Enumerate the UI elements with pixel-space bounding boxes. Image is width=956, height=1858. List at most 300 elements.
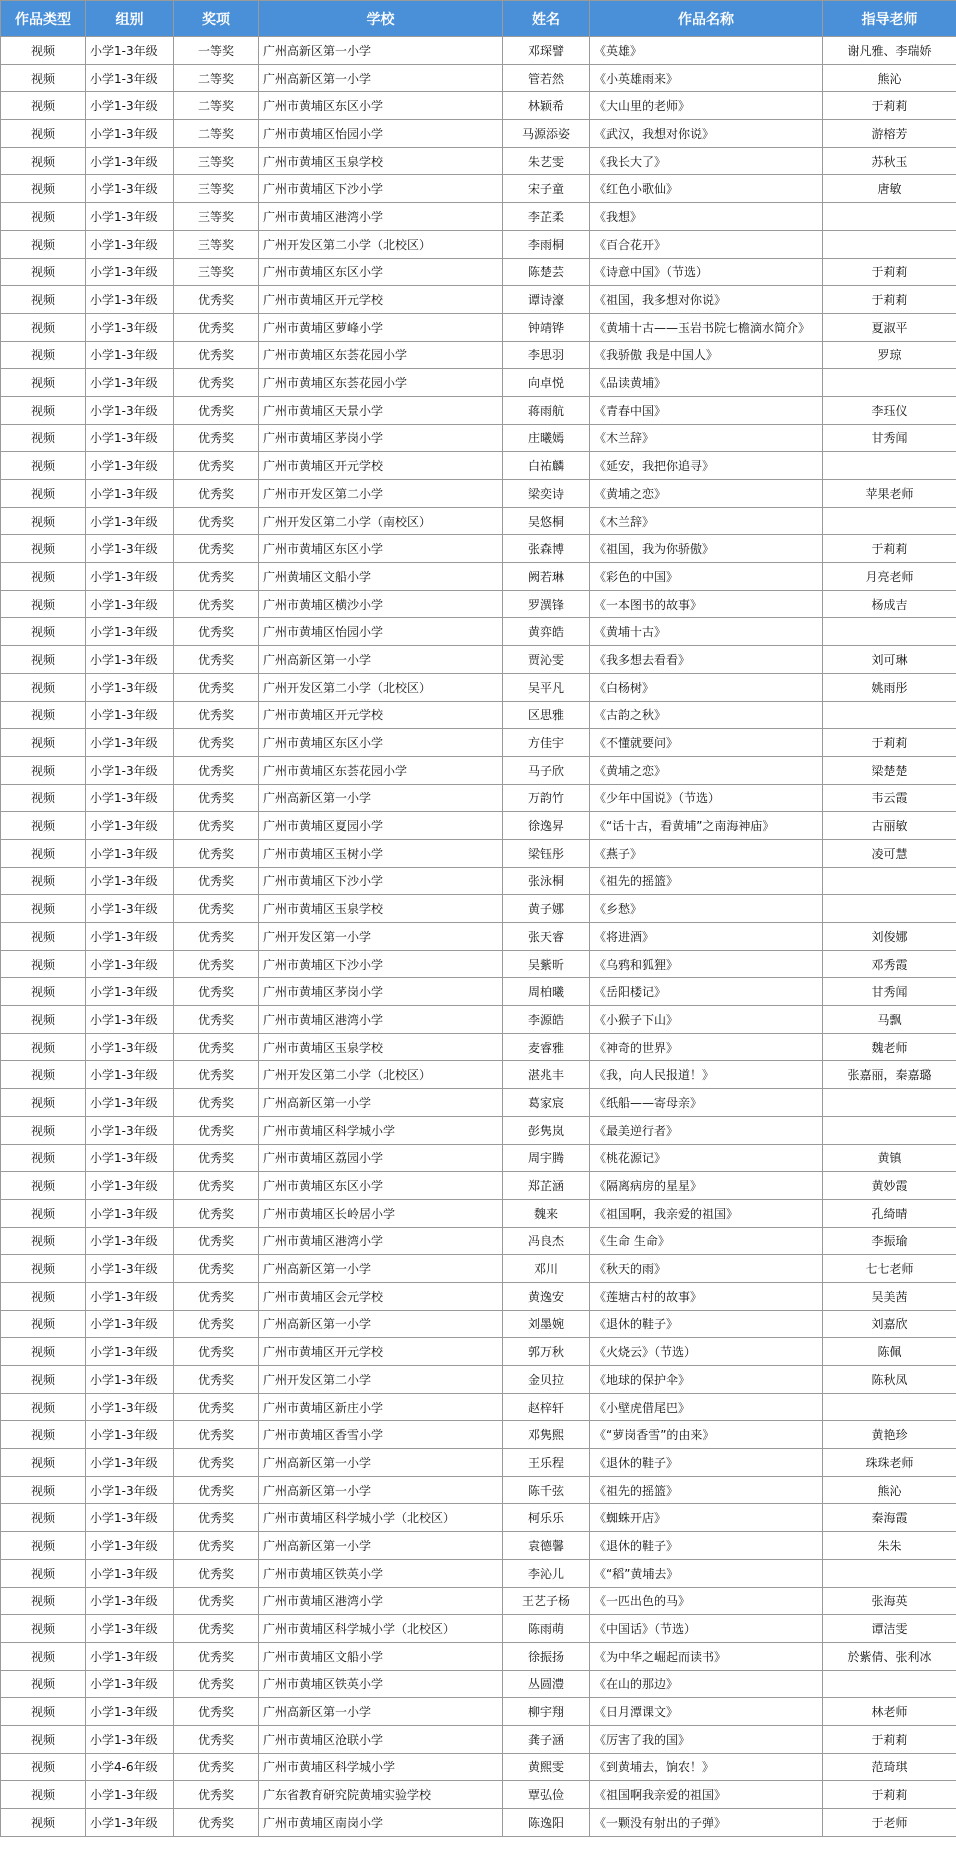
cell-group: 小学1-3年级 [86, 313, 174, 341]
cell-student-name: 冯良杰 [503, 1227, 590, 1255]
cell-award: 优秀奖 [174, 1033, 259, 1061]
cell-school: 广州高新区第一小学 [259, 784, 503, 812]
cell-school: 广州高新区第一小学 [259, 646, 503, 674]
cell-work-type: 视频 [1, 1089, 86, 1117]
cell-group: 小学1-3年级 [86, 258, 174, 286]
cell-school: 广州市黄埔区东区小学 [259, 258, 503, 286]
cell-school: 广州市黄埔区下沙小学 [259, 175, 503, 203]
cell-teacher: 珠珠老师 [823, 1449, 956, 1477]
table-row [1, 895, 956, 923]
cell-award: 优秀奖 [174, 646, 259, 674]
cell-school: 广州高新区第一小学 [259, 1089, 503, 1117]
cell-work-type: 视频 [1, 1421, 86, 1449]
cell-group: 小学1-3年级 [86, 396, 174, 424]
cell-group: 小学1-3年级 [86, 1449, 174, 1477]
cell-work-title: 《小壁虎借尾巴》 [590, 1393, 823, 1421]
cell-group: 小学1-3年级 [86, 895, 174, 923]
cell-work-type: 视频 [1, 535, 86, 563]
table-row [1, 535, 956, 563]
header-work-type: 作品类型 [1, 1, 86, 37]
cell-work-type: 视频 [1, 452, 86, 480]
cell-work-title: 《神奇的世界》 [590, 1033, 823, 1061]
cell-teacher: 于老师 [823, 1809, 956, 1837]
cell-teacher: 谢凡雅、李瑞娇 [823, 37, 956, 65]
cell-work-title: 《英雄》 [590, 37, 823, 65]
cell-group: 小学1-3年级 [86, 341, 174, 369]
cell-teacher: 七七老师 [823, 1255, 956, 1283]
cell-work-title: 《蜘蛛开店》 [590, 1504, 823, 1532]
cell-award: 优秀奖 [174, 1172, 259, 1200]
cell-work-title: 《乌鸦和狐狸》 [590, 950, 823, 978]
table-row [1, 313, 956, 341]
cell-school: 广州市黄埔区玉泉学校 [259, 1033, 503, 1061]
cell-work-title: 《我，向人民报道！》 [590, 1061, 823, 1089]
cell-work-title: 《乡愁》 [590, 895, 823, 923]
cell-teacher: 刘俊娜 [823, 923, 956, 951]
cell-work-title: 《桃花源记》 [590, 1144, 823, 1172]
cell-teacher [823, 701, 956, 729]
cell-teacher [823, 507, 956, 535]
cell-student-name: 丛圆澧 [503, 1670, 590, 1698]
cell-school: 广州市黄埔区文船小学 [259, 1642, 503, 1670]
cell-award: 优秀奖 [174, 812, 259, 840]
cell-work-type: 视频 [1, 867, 86, 895]
cell-school: 广州市黄埔区玉树小学 [259, 839, 503, 867]
cell-award: 一等奖 [174, 37, 259, 65]
cell-student-name: 王乐程 [503, 1449, 590, 1477]
table-row [1, 950, 956, 978]
cell-school: 广州市开发区第二小学 [259, 480, 503, 508]
cell-teacher: 吴美茜 [823, 1282, 956, 1310]
cell-group: 小学1-3年级 [86, 480, 174, 508]
cell-work-type: 视频 [1, 1338, 86, 1366]
cell-work-type: 视频 [1, 1725, 86, 1753]
header-award: 奖项 [174, 1, 259, 37]
cell-student-name: 邓隽熙 [503, 1421, 590, 1449]
cell-group: 小学1-3年级 [86, 729, 174, 757]
cell-school: 广州开发区第二小学（北校区） [259, 1061, 503, 1089]
cell-work-title: 《中国话》（节选） [590, 1615, 823, 1643]
cell-teacher [823, 1559, 956, 1587]
cell-school: 广州市黄埔区开元学校 [259, 1338, 503, 1366]
cell-award: 优秀奖 [174, 286, 259, 314]
cell-work-type: 视频 [1, 1227, 86, 1255]
table-row [1, 978, 956, 1006]
cell-work-title: 《延安，我把你追寻》 [590, 452, 823, 480]
cell-teacher: 甘秀闻 [823, 424, 956, 452]
cell-work-title: 《祖先的摇篮》 [590, 1476, 823, 1504]
cell-teacher: 张嘉丽，秦嘉璐 [823, 1061, 956, 1089]
cell-group: 小学1-3年级 [86, 424, 174, 452]
cell-student-name: 徐逸昇 [503, 812, 590, 840]
cell-school: 广州高新区第一小学 [259, 64, 503, 92]
cell-teacher [823, 867, 956, 895]
table-row [1, 756, 956, 784]
cell-award: 优秀奖 [174, 590, 259, 618]
cell-group: 小学1-3年级 [86, 175, 174, 203]
cell-work-title: 《到黄埔去，饷农！》 [590, 1753, 823, 1781]
cell-work-type: 视频 [1, 756, 86, 784]
header-group: 组别 [86, 1, 174, 37]
cell-work-title: 《古韵之秋》 [590, 701, 823, 729]
cell-work-title: 《木兰辞》 [590, 507, 823, 535]
cell-student-name: 魏来 [503, 1199, 590, 1227]
cell-school: 广东省教育研究院黄埔实验学校 [259, 1781, 503, 1809]
cell-teacher [823, 1393, 956, 1421]
cell-group: 小学1-3年级 [86, 1421, 174, 1449]
table-row [1, 1532, 956, 1560]
cell-award: 优秀奖 [174, 673, 259, 701]
cell-school: 广州市黄埔区开元学校 [259, 286, 503, 314]
cell-work-title: 《祖先的摇篮》 [590, 867, 823, 895]
cell-work-type: 视频 [1, 1781, 86, 1809]
cell-teacher: 马飘 [823, 1006, 956, 1034]
cell-school: 广州市黄埔区开元学校 [259, 701, 503, 729]
cell-student-name: 向卓悦 [503, 369, 590, 397]
cell-award: 优秀奖 [174, 396, 259, 424]
cell-school: 广州市黄埔区铁英小学 [259, 1559, 503, 1587]
cell-award: 优秀奖 [174, 1006, 259, 1034]
cell-group: 小学1-3年级 [86, 1809, 174, 1837]
cell-teacher: 孔绮晴 [823, 1199, 956, 1227]
cell-work-title: 《黄埔十古》 [590, 618, 823, 646]
cell-school: 广州市黄埔区茅岗小学 [259, 978, 503, 1006]
cell-work-title: 《生命 生命》 [590, 1227, 823, 1255]
cell-student-name: 宋子童 [503, 175, 590, 203]
cell-work-title: 《莲塘古村的故事》 [590, 1282, 823, 1310]
cell-group: 小学1-3年级 [86, 286, 174, 314]
cell-work-title: 《祖国，我多想对你说》 [590, 286, 823, 314]
cell-group: 小学1-3年级 [86, 978, 174, 1006]
cell-group: 小学1-3年级 [86, 1282, 174, 1310]
cell-work-title: 《诗意中国》（节选） [590, 258, 823, 286]
table-row [1, 1199, 956, 1227]
cell-work-type: 视频 [1, 1172, 86, 1200]
cell-work-title: 《黄埔之恋》 [590, 756, 823, 784]
cell-award: 优秀奖 [174, 1227, 259, 1255]
cell-group: 小学1-3年级 [86, 590, 174, 618]
cell-teacher: 梁楚楚 [823, 756, 956, 784]
cell-award: 二等奖 [174, 92, 259, 120]
cell-teacher: 姚雨彤 [823, 673, 956, 701]
cell-student-name: 万韵竹 [503, 784, 590, 812]
cell-award: 优秀奖 [174, 1282, 259, 1310]
cell-award: 优秀奖 [174, 1670, 259, 1698]
table-row [1, 729, 956, 757]
cell-teacher: 秦海霞 [823, 1504, 956, 1532]
table-header-row [1, 1, 956, 37]
cell-teacher: 陈秋凤 [823, 1366, 956, 1394]
header-work-title: 作品名称 [590, 1, 823, 37]
table-row [1, 618, 956, 646]
cell-work-title: 《纸船——寄母亲》 [590, 1089, 823, 1117]
cell-work-type: 视频 [1, 1532, 86, 1560]
cell-group: 小学1-3年级 [86, 147, 174, 175]
cell-school: 广州市黄埔区东荟花园小学 [259, 756, 503, 784]
cell-work-type: 视频 [1, 1006, 86, 1034]
cell-student-name: 方佳宇 [503, 729, 590, 757]
cell-school: 广州市黄埔区新庄小学 [259, 1393, 503, 1421]
table-row [1, 1366, 956, 1394]
cell-school: 广州市黄埔区港湾小学 [259, 203, 503, 231]
cell-teacher: 张海英 [823, 1587, 956, 1615]
cell-student-name: 李思羽 [503, 341, 590, 369]
cell-award: 优秀奖 [174, 1089, 259, 1117]
cell-award: 优秀奖 [174, 618, 259, 646]
cell-teacher: 李振瑜 [823, 1227, 956, 1255]
cell-student-name: 吴平凡 [503, 673, 590, 701]
table-row [1, 369, 956, 397]
cell-work-type: 视频 [1, 1642, 86, 1670]
cell-student-name: 陈楚芸 [503, 258, 590, 286]
cell-teacher: 邓秀霞 [823, 950, 956, 978]
cell-teacher: 游榕芳 [823, 120, 956, 148]
cell-student-name: 袁德馨 [503, 1532, 590, 1560]
cell-work-type: 视频 [1, 424, 86, 452]
cell-work-title: 《一匹出色的马》 [590, 1587, 823, 1615]
cell-work-title: 《少年中国说》（节选） [590, 784, 823, 812]
cell-work-type: 视频 [1, 1504, 86, 1532]
cell-award: 优秀奖 [174, 341, 259, 369]
cell-work-title: 《祖国，我为你骄傲》 [590, 535, 823, 563]
cell-work-title: 《我长大了》 [590, 147, 823, 175]
cell-teacher: 苏秋玉 [823, 147, 956, 175]
table-row [1, 147, 956, 175]
cell-group: 小学1-3年级 [86, 1532, 174, 1560]
cell-work-type: 视频 [1, 1449, 86, 1477]
cell-group: 小学1-3年级 [86, 1587, 174, 1615]
cell-group: 小学1-3年级 [86, 673, 174, 701]
cell-group: 小学1-3年级 [86, 1642, 174, 1670]
table-row [1, 1061, 956, 1089]
cell-student-name: 李源皓 [503, 1006, 590, 1034]
cell-school: 广州市黄埔区下沙小学 [259, 950, 503, 978]
cell-work-title: 《一本图书的故事》 [590, 590, 823, 618]
cell-group: 小学1-3年级 [86, 1476, 174, 1504]
cell-work-type: 视频 [1, 507, 86, 535]
cell-work-type: 视频 [1, 1144, 86, 1172]
cell-student-name: 彭隽岚 [503, 1116, 590, 1144]
cell-group: 小学1-3年级 [86, 1061, 174, 1089]
cell-work-title: 《退休的鞋子》 [590, 1310, 823, 1338]
cell-group: 小学1-3年级 [86, 1199, 174, 1227]
table-row [1, 37, 956, 65]
cell-teacher [823, 1670, 956, 1698]
cell-work-title: 《“话十古，看黄埔”之南海神庙》 [590, 812, 823, 840]
cell-school: 广州开发区第二小学（北校区） [259, 230, 503, 258]
cell-student-name: 湛兆丰 [503, 1061, 590, 1089]
cell-group: 小学1-3年级 [86, 1116, 174, 1144]
cell-group: 小学1-3年级 [86, 1698, 174, 1726]
cell-work-type: 视频 [1, 369, 86, 397]
cell-group: 小学1-3年级 [86, 1393, 174, 1421]
cell-school: 广州市黄埔区东区小学 [259, 92, 503, 120]
cell-group: 小学1-3年级 [86, 230, 174, 258]
cell-teacher [823, 369, 956, 397]
cell-school: 广州市黄埔区南岗小学 [259, 1809, 503, 1837]
cell-group: 小学1-3年级 [86, 37, 174, 65]
cell-student-name: 谭诗濠 [503, 286, 590, 314]
cell-award: 优秀奖 [174, 1559, 259, 1587]
cell-award: 优秀奖 [174, 1449, 259, 1477]
cell-teacher: 黄镇 [823, 1144, 956, 1172]
table-row [1, 175, 956, 203]
cell-teacher [823, 452, 956, 480]
cell-school: 广州高新区第一小学 [259, 1449, 503, 1477]
cell-teacher [823, 1089, 956, 1117]
cell-student-name: 麦睿雅 [503, 1033, 590, 1061]
cell-student-name: 梁奕诗 [503, 480, 590, 508]
cell-teacher: 於紫倩、张利冰 [823, 1642, 956, 1670]
cell-award: 优秀奖 [174, 950, 259, 978]
cell-teacher: 苹果老师 [823, 480, 956, 508]
cell-student-name: 蒋雨航 [503, 396, 590, 424]
cell-student-name: 刘墨婉 [503, 1310, 590, 1338]
cell-school: 广州市黄埔区茅岗小学 [259, 424, 503, 452]
cell-work-type: 视频 [1, 258, 86, 286]
cell-award: 优秀奖 [174, 1587, 259, 1615]
cell-award: 优秀奖 [174, 1476, 259, 1504]
cell-teacher: 于莉莉 [823, 1781, 956, 1809]
cell-group: 小学1-3年级 [86, 1006, 174, 1034]
table-row [1, 1476, 956, 1504]
cell-work-title: 《木兰辞》 [590, 424, 823, 452]
cell-teacher: 于莉莉 [823, 729, 956, 757]
cell-student-name: 覃弘俭 [503, 1781, 590, 1809]
cell-work-title: 《为中华之崛起而读书》 [590, 1642, 823, 1670]
cell-work-title: 《退休的鞋子》 [590, 1449, 823, 1477]
cell-work-type: 视频 [1, 120, 86, 148]
cell-group: 小学1-3年级 [86, 1670, 174, 1698]
cell-work-type: 视频 [1, 590, 86, 618]
cell-student-name: 罗潩锋 [503, 590, 590, 618]
cell-student-name: 李芷柔 [503, 203, 590, 231]
table-row [1, 839, 956, 867]
cell-student-name: 钟靖铧 [503, 313, 590, 341]
cell-student-name: 葛家宸 [503, 1089, 590, 1117]
cell-group: 小学1-3年级 [86, 507, 174, 535]
cell-work-title: 《“稻”黄埔去》 [590, 1559, 823, 1587]
cell-work-title: 《厉害了我的国》 [590, 1725, 823, 1753]
table-row [1, 1504, 956, 1532]
table-row [1, 64, 956, 92]
cell-work-title: 《一颗没有射出的子弹》 [590, 1809, 823, 1837]
cell-school: 广州市黄埔区天景小学 [259, 396, 503, 424]
header-student-name: 姓名 [503, 1, 590, 37]
table-row [1, 480, 956, 508]
cell-work-type: 视频 [1, 92, 86, 120]
cell-work-type: 视频 [1, 729, 86, 757]
cell-student-name: 阙若琳 [503, 563, 590, 591]
cell-school: 广州市黄埔区铁英小学 [259, 1670, 503, 1698]
cell-work-title: 《武汉，我想对你说》 [590, 120, 823, 148]
cell-group: 小学1-3年级 [86, 839, 174, 867]
cell-group: 小学1-3年级 [86, 1504, 174, 1532]
cell-group: 小学1-3年级 [86, 784, 174, 812]
cell-teacher: 月亮老师 [823, 563, 956, 591]
cell-school: 广州市黄埔区夏园小学 [259, 812, 503, 840]
cell-group: 小学1-3年级 [86, 1227, 174, 1255]
cell-group: 小学1-3年级 [86, 120, 174, 148]
cell-work-type: 视频 [1, 1753, 86, 1781]
cell-work-type: 视频 [1, 480, 86, 508]
cell-group: 小学1-3年级 [86, 812, 174, 840]
cell-school: 广州市黄埔区东区小学 [259, 1172, 503, 1200]
cell-student-name: 陈雨萌 [503, 1615, 590, 1643]
cell-award: 优秀奖 [174, 1781, 259, 1809]
cell-group: 小学1-3年级 [86, 1089, 174, 1117]
cell-student-name: 陈逸阳 [503, 1809, 590, 1837]
cell-group: 小学1-3年级 [86, 1255, 174, 1283]
cell-award: 优秀奖 [174, 424, 259, 452]
cell-school: 广州市黄埔区长岭居小学 [259, 1199, 503, 1227]
cell-work-type: 视频 [1, 1282, 86, 1310]
cell-work-title: 《红色小歌仙》 [590, 175, 823, 203]
cell-student-name: 赵梓轩 [503, 1393, 590, 1421]
cell-work-type: 视频 [1, 950, 86, 978]
cell-award: 优秀奖 [174, 1725, 259, 1753]
table-row [1, 424, 956, 452]
cell-work-title: 《日月潭课文》 [590, 1698, 823, 1726]
cell-work-type: 视频 [1, 341, 86, 369]
cell-award: 三等奖 [174, 147, 259, 175]
table-row [1, 1338, 956, 1366]
cell-award: 优秀奖 [174, 313, 259, 341]
cell-student-name: 马源添姿 [503, 120, 590, 148]
cell-work-type: 视频 [1, 978, 86, 1006]
table-row [1, 120, 956, 148]
cell-student-name: 龚子涵 [503, 1725, 590, 1753]
cell-teacher: 朱朱 [823, 1532, 956, 1560]
cell-group: 小学1-3年级 [86, 203, 174, 231]
cell-work-type: 视频 [1, 1615, 86, 1643]
cell-work-type: 视频 [1, 1033, 86, 1061]
cell-school: 广州市黄埔区玉泉学校 [259, 895, 503, 923]
table-row [1, 1089, 956, 1117]
cell-work-type: 视频 [1, 147, 86, 175]
cell-student-name: 梁钰彤 [503, 839, 590, 867]
cell-school: 广州市黄埔区科学城小学（北校区） [259, 1504, 503, 1532]
cell-award: 优秀奖 [174, 978, 259, 1006]
cell-student-name: 黄逸安 [503, 1282, 590, 1310]
cell-group: 小学1-3年级 [86, 1033, 174, 1061]
cell-teacher [823, 618, 956, 646]
cell-student-name: 黄子娜 [503, 895, 590, 923]
cell-group: 小学1-3年级 [86, 1172, 174, 1200]
table-row [1, 1227, 956, 1255]
cell-group: 小学1-3年级 [86, 646, 174, 674]
cell-work-type: 视频 [1, 1559, 86, 1587]
cell-work-title: 《小英雄雨来》 [590, 64, 823, 92]
cell-school: 广州开发区第一小学 [259, 923, 503, 951]
table-row [1, 1670, 956, 1698]
cell-group: 小学1-3年级 [86, 92, 174, 120]
cell-work-title: 《白杨树》 [590, 673, 823, 701]
cell-work-title: 《黄埔之恋》 [590, 480, 823, 508]
cell-school: 广州市黄埔区下沙小学 [259, 867, 503, 895]
cell-teacher [823, 230, 956, 258]
cell-work-type: 视频 [1, 1809, 86, 1837]
cell-award: 优秀奖 [174, 480, 259, 508]
header-teacher: 指导老师 [823, 1, 956, 37]
cell-award: 优秀奖 [174, 923, 259, 951]
table-row [1, 1282, 956, 1310]
cell-student-name: 庄曦嫣 [503, 424, 590, 452]
cell-work-type: 视频 [1, 230, 86, 258]
cell-student-name: 林颖希 [503, 92, 590, 120]
cell-group: 小学1-3年级 [86, 701, 174, 729]
cell-work-type: 视频 [1, 396, 86, 424]
